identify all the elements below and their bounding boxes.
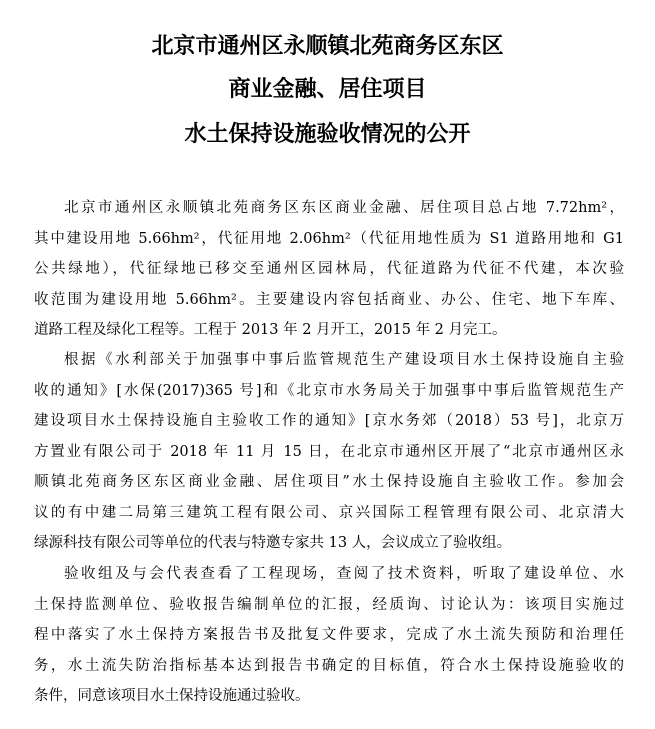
paragraph-line: 议的有中建二局第三建筑工程有限公司、京兴国际工程管理有限公司、北京清大: [34, 504, 624, 521]
paragraph-line: 公共绿地），代征绿地已移交至通州区园林局，代征道路为代征不代建，本次验: [34, 261, 624, 277]
document-title-line-3: 水土保持设施验收情况的公开: [184, 121, 471, 147]
paragraph-project-overview: [34, 193, 624, 346]
paragraph-line: 验收组及与会代表查看了工程现场，查阅了技术资料，听取了建设单位、水: [64, 566, 624, 582]
paragraph-line: 收的通知》[水保(2017)365 号]和《北京市水务局关于加强事中事后监管规范生产: [34, 382, 624, 399]
paragraph-acceptance-basis: [34, 345, 624, 559]
paragraph-line: 方置业有限公司于 2018 年 11 月 15 日，在北京市通州区开展了“北京市通州区永: [34, 443, 624, 460]
paragraph-acceptance-conclusion: [34, 559, 624, 712]
paragraph-line: 北京市通州区永顺镇北苑商务区东区商业金融、居住项目总占地 7.72hm²，: [64, 200, 624, 216]
document-title-line-1: 北京市通州区永顺镇北苑商务区东区: [151, 33, 504, 59]
paragraph-line: 程中落实了水土保持方案报告书及批复文件要求，完成了水土流失预防和治理任: [34, 627, 624, 643]
paragraph-line: 顺镇北苑商务区东区商业金融、居住项目”水土保持设施自主验收工作。参加会: [34, 474, 624, 490]
paragraph-line: 建设项目水土保持设施自主验收工作的通知》[京水务郊（2018）53 号]，北京万: [34, 413, 624, 429]
paragraph-line: 条件，同意该项目水土保持设施通过验收。: [34, 688, 310, 704]
document-title-line-2: 商业金融、居住项目: [228, 76, 427, 102]
paragraph-line: 道路工程及绿化工程等。工程于 2013 年 2 月开工，2015 年 2 月完工。: [34, 322, 507, 338]
paragraph-line: 绿源科技有限公司等单位的代表与特邀专家共 13 人，会议成立了验收组。: [34, 535, 512, 551]
paragraph-line: 根据《水利部关于加强事中事后监管规范生产建设项目水土保持设施自主验: [64, 352, 624, 368]
paragraph-line: 收范围为建设用地 5.66hm²。主要建设内容包括商业、办公、住宅、地下车库、: [34, 291, 624, 308]
paragraph-line: 其中建设用地 5.66hm²，代征用地 2.06hm²（代征用地性质为 S1 道路用地和 G1: [34, 230, 624, 247]
paragraph-line: 土保持监测单位、验收报告编制单位的汇报，经质询、讨论认为：该项目实施过: [34, 596, 624, 613]
paragraph-line: 务，水土流失防治指标基本达到报告书确定的目标值，符合水土保持设施验收的: [34, 657, 624, 674]
